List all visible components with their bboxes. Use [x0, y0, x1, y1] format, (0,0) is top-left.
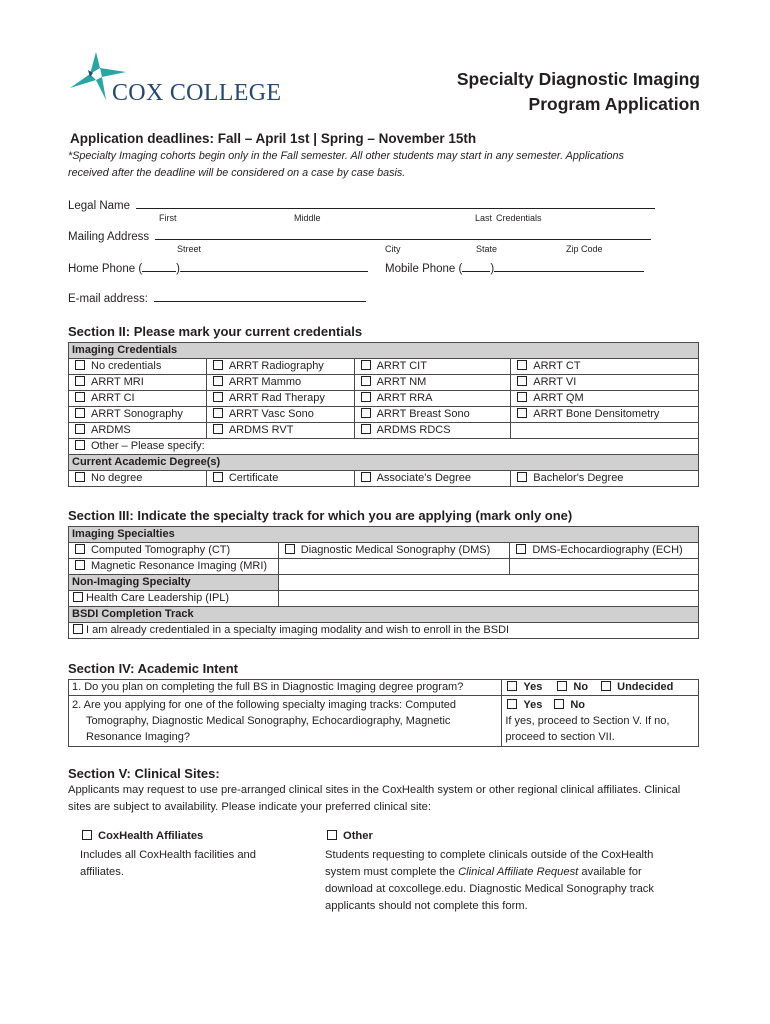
empty-cell: [510, 559, 699, 575]
deadline-note: [68, 148, 624, 182]
cred-arrt-bone-densitometry[interactable]: ARRT Bone Densitometry: [511, 407, 699, 423]
checkbox-icon[interactable]: [507, 681, 517, 691]
option-other-line-2: system must complete the Clinical Affiliate Request available for: [325, 866, 642, 878]
mobile-phone-field[interactable]: [494, 260, 644, 272]
legal-name-row: [68, 197, 655, 212]
home-phone-label: Home Phone (: [68, 263, 143, 275]
note-line-1: *Specialty Imaging cohorts begin only in the Fall semester. All other students may start in any semester. Applications: [68, 150, 624, 162]
intro-line-1: Applicants may request to use pre-arranged clinical sites in the CoxHealth system or other regional clinical affiliates. Clinical: [68, 784, 681, 796]
option-coxhealth-line-1: Includes all CoxHealth facilities and: [80, 849, 256, 861]
checkbox-icon[interactable]: [285, 544, 295, 554]
checkbox-icon[interactable]: [73, 592, 83, 602]
checkbox-icon[interactable]: [213, 472, 223, 482]
checkbox-icon[interactable]: [361, 376, 371, 386]
degree-associate[interactable]: Associate's Degree: [354, 471, 511, 487]
legal-name-label: Legal Name: [68, 200, 131, 212]
track-ct[interactable]: Computed Tomography (CT): [69, 543, 279, 559]
checkbox-icon[interactable]: [73, 624, 83, 634]
email-field[interactable]: [154, 290, 366, 302]
q2-no[interactable]: No: [570, 699, 586, 711]
home-phone-paren: ): [176, 263, 180, 275]
cred-arrt-sonography[interactable]: ARRT Sonography: [69, 407, 207, 423]
track-ipl[interactable]: Health Care Leadership (IPL): [69, 591, 279, 607]
cred-arrt-nm[interactable]: ARRT NM: [354, 375, 511, 391]
imaging-credentials-header: Imaging Credentials: [69, 343, 699, 359]
checkbox-icon[interactable]: [75, 440, 85, 450]
cred-no-credentials[interactable]: No credentials: [69, 359, 207, 375]
cred-arrt-radiography[interactable]: ARRT Radiography: [206, 359, 354, 375]
track-bsdi[interactable]: I am already credentialed in a specialty imaging modality and wish to enroll in the BSDI: [69, 623, 699, 639]
email-row: [68, 290, 366, 305]
checkbox-icon[interactable]: [557, 681, 567, 691]
option-other-line-3: download at coxcollege.edu. Diagnostic Medical Sonography track: [325, 883, 654, 895]
checkbox-icon[interactable]: [75, 408, 85, 418]
cred-other[interactable]: Other – Please specify:: [69, 439, 699, 455]
imaging-specialties-header: Imaging Specialties: [69, 527, 699, 543]
cred-arrt-rad-therapy[interactable]: ARRT Rad Therapy: [206, 391, 354, 407]
q2-yes[interactable]: Yes: [523, 699, 543, 711]
last-label: Last: [475, 213, 493, 223]
cred-arrt-vi[interactable]: ARRT VI: [511, 375, 699, 391]
empty-cell: [278, 575, 698, 591]
checkbox-icon[interactable]: [517, 472, 527, 482]
mailing-address-label: Mailing Address: [68, 231, 150, 243]
empty-cell: [511, 423, 699, 439]
checkbox-icon[interactable]: [601, 681, 611, 691]
checkbox-icon[interactable]: [75, 360, 85, 370]
home-phone-field[interactable]: [180, 260, 368, 272]
zip-label: Zip Code: [566, 244, 603, 254]
mobile-phone-area-field[interactable]: [462, 260, 490, 272]
non-imaging-header: Non-Imaging Specialty: [69, 575, 279, 591]
note-line-2: received after the deadline will be considered on a case by case basis.: [68, 167, 406, 179]
checkbox-icon[interactable]: [517, 376, 527, 386]
mobile-phone-paren: ): [490, 263, 495, 275]
form-title: [457, 67, 700, 117]
cred-arrt-vasc-sono[interactable]: ARRT Vasc Sono: [206, 407, 354, 423]
bsdi-header: BSDI Completion Track: [69, 607, 699, 623]
checkbox-icon[interactable]: [361, 472, 371, 482]
clinical-affiliate-request-text: Clinical Affiliate Request: [458, 866, 579, 878]
checkbox-icon[interactable]: [75, 392, 85, 402]
option-other[interactable]: [325, 828, 654, 915]
academic-degree-header: Current Academic Degree(s): [69, 455, 699, 471]
q2-line-1: 2. Are you applying for one of the following specialty imaging tracks: Computed: [72, 699, 456, 711]
academic-intent-table: [68, 679, 699, 747]
option-other-title: Other: [343, 830, 373, 842]
cred-arrt-mri[interactable]: ARRT MRI: [69, 375, 207, 391]
cred-arrt-mammo[interactable]: ARRT Mammo: [206, 375, 354, 391]
checkbox-icon[interactable]: [361, 408, 371, 418]
q2-line-3: Resonance Imaging?: [86, 731, 190, 743]
middle-label: Middle: [294, 213, 321, 223]
empty-cell: [278, 559, 510, 575]
option-coxhealth-title: CoxHealth Affiliates: [98, 830, 204, 842]
cred-arrt-ct[interactable]: ARRT CT: [511, 359, 699, 375]
option-coxhealth[interactable]: [80, 828, 256, 881]
q1-yes[interactable]: Yes: [523, 681, 543, 693]
title-line-2: Program Application: [528, 94, 700, 114]
deadline-heading: Application deadlines: Fall – April 1st | Spring – November 15th: [70, 131, 477, 146]
checkbox-icon[interactable]: [213, 376, 223, 386]
credentials-label: Credentials: [496, 213, 542, 223]
checkbox-icon[interactable]: [517, 360, 527, 370]
checkbox-icon[interactable]: [516, 544, 526, 554]
option-other-line-1: Students requesting to complete clinicals outside of the CoxHealth: [325, 849, 654, 861]
q1-options: [502, 680, 699, 696]
home-phone-area-field[interactable]: [142, 260, 176, 272]
degree-bachelor[interactable]: Bachelor's Degree: [511, 471, 699, 487]
checkbox-icon[interactable]: [75, 544, 85, 554]
checkbox-icon[interactable]: [213, 392, 223, 402]
checkbox-icon[interactable]: [517, 408, 527, 418]
q1-no[interactable]: No: [573, 681, 589, 693]
checkbox-icon[interactable]: [75, 424, 85, 434]
degree-certificate[interactable]: Certificate: [206, 471, 354, 487]
intro-line-2: sites are subject to availability. Please indicate your preferred clinical site:: [68, 801, 431, 813]
track-mri[interactable]: Magnetic Resonance Imaging (MRI): [69, 559, 279, 575]
checkbox-icon[interactable]: [361, 360, 371, 370]
cred-arrt-cit[interactable]: ARRT CIT: [354, 359, 511, 375]
mobile-phone-label: Mobile Phone (: [385, 263, 463, 275]
street-label: Street: [177, 244, 202, 254]
checkbox-icon[interactable]: [75, 376, 85, 386]
cred-arrt-qm[interactable]: ARRT QM: [511, 391, 699, 407]
mailing-address-field[interactable]: [155, 228, 651, 240]
section-4-title: Section IV: Academic Intent: [68, 661, 239, 676]
checkbox-icon[interactable]: [327, 830, 337, 840]
cred-arrt-ci[interactable]: ARRT CI: [69, 391, 207, 407]
checkbox-icon[interactable]: [213, 360, 223, 370]
checkbox-icon[interactable]: [361, 392, 371, 402]
checkbox-icon[interactable]: [361, 424, 371, 434]
section-5-title: Section V: Clinical Sites:: [68, 766, 220, 781]
checkbox-icon[interactable]: [554, 699, 564, 709]
checkbox-icon[interactable]: [517, 392, 527, 402]
logo-text: COX COLLEGE: [112, 80, 282, 106]
email-label: E-mail address:: [68, 293, 148, 305]
checkbox-icon[interactable]: [75, 472, 85, 482]
legal-name-field[interactable]: [136, 197, 655, 209]
cred-ardms-rdcs[interactable]: ARDMS RDCS: [354, 423, 511, 439]
checkbox-icon[interactable]: [507, 699, 517, 709]
empty-cell: [278, 591, 698, 607]
first-label: First: [159, 213, 177, 223]
city-label: City: [385, 244, 401, 254]
q2-options: [502, 696, 699, 747]
option-other-line-4: applicants should not complete this form.: [325, 900, 528, 912]
cred-arrt-rra[interactable]: ARRT RRA: [354, 391, 511, 407]
checkbox-icon[interactable]: [213, 424, 223, 434]
degree-none[interactable]: No degree: [69, 471, 207, 487]
title-line-1: Specialty Diagnostic Imaging: [456, 69, 700, 89]
section-3-title: Section III: Indicate the specialty track for which you are applying (mark only one): [68, 508, 573, 523]
q1-undecided[interactable]: Undecided: [617, 681, 674, 693]
question-2: [69, 696, 502, 747]
specialty-table: [68, 526, 699, 639]
checkbox-icon[interactable]: [213, 408, 223, 418]
q2-note-line-2: proceed to section VII.: [505, 731, 615, 743]
q2-note-line-1: If yes, proceed to Section V. If no,: [505, 715, 670, 727]
cred-ardms[interactable]: ARDMS: [69, 423, 207, 439]
track-dms[interactable]: Diagnostic Medical Sonography (DMS): [278, 543, 510, 559]
cred-arrt-breast-sono[interactable]: ARRT Breast Sono: [354, 407, 511, 423]
cred-ardms-rvt[interactable]: ARDMS RVT: [206, 423, 354, 439]
home-phone-row: [68, 260, 368, 275]
q2-line-2: Tomography, Diagnostic Medical Sonography, Echocardiography, Magnetic: [86, 715, 451, 727]
credentials-table: [68, 342, 699, 487]
checkbox-icon[interactable]: [82, 830, 92, 840]
track-ech[interactable]: DMS-Echocardiography (ECH): [510, 543, 699, 559]
section-2-title: Section II: Please mark your current credentials: [68, 324, 363, 339]
mobile-phone-row: [385, 260, 644, 275]
checkbox-icon[interactable]: [75, 560, 85, 570]
option-coxhealth-line-2: affiliates.: [80, 866, 124, 878]
section-5-intro: [68, 782, 680, 816]
mailing-address-row: [68, 228, 651, 243]
state-label: State: [476, 244, 498, 254]
question-1: 1. Do you plan on completing the full BS in Diagnostic Imaging degree program?: [69, 680, 502, 696]
